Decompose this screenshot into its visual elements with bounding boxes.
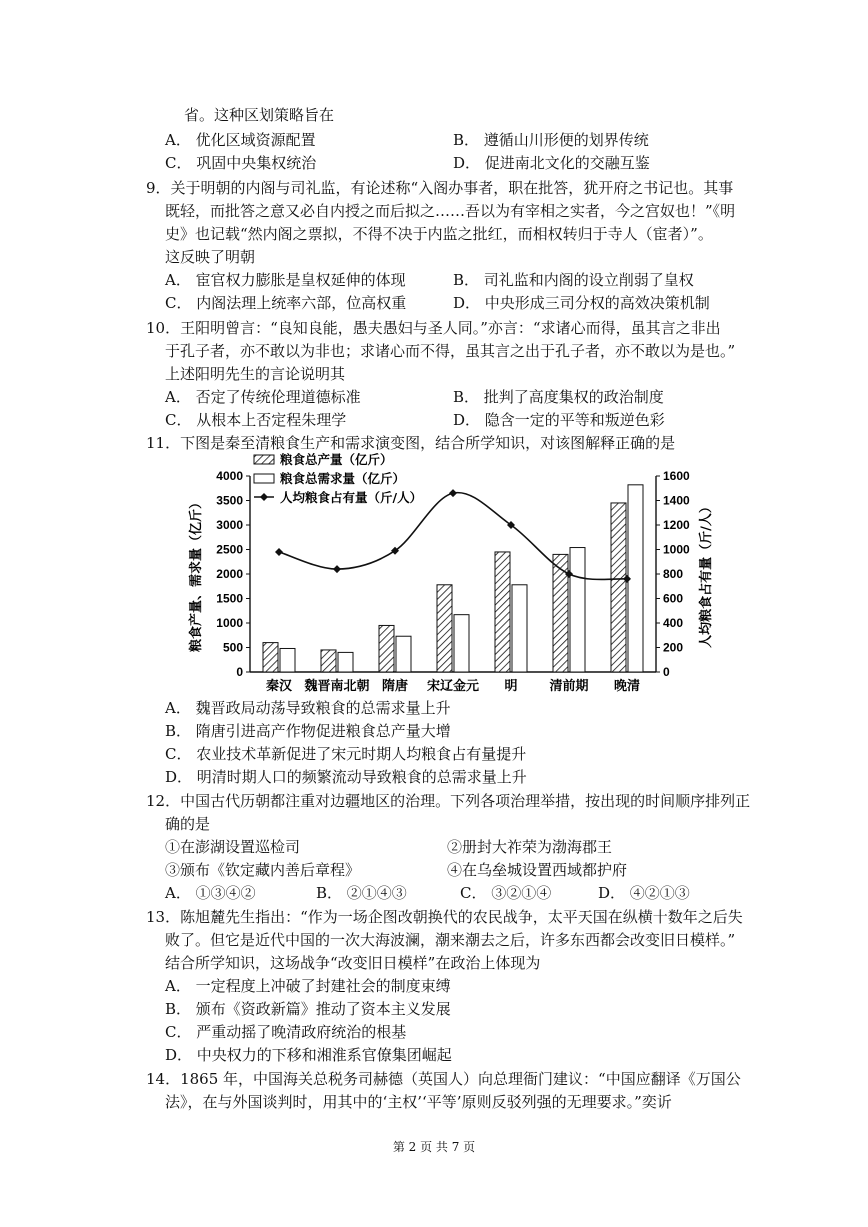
q9-option-d: D． 中央形成三司分权的高效决策机制: [453, 294, 710, 312]
q12-option-c: C． ③②①④: [460, 884, 552, 902]
q10-option-b: B． 批判了高度集权的政治制度: [453, 388, 664, 406]
category-label: 秦汉: [265, 679, 293, 694]
q8-option-d: D． 促进南北文化的交融互鉴: [453, 154, 650, 172]
q10-option-a: A． 否定了传统伦理道德标准: [165, 388, 361, 406]
per-capita-point: [275, 548, 283, 556]
q11-option-b: B． 隋唐引进高产作物促进粮食总产量大增: [165, 722, 451, 740]
left-tick-label: 3500: [216, 493, 243, 508]
left-tick-label: 3000: [216, 518, 243, 532]
per-capita-point: [449, 489, 457, 497]
category-label: 魏晋南北朝: [304, 679, 370, 694]
right-tick-label: 0: [663, 665, 670, 679]
q13-stem-line: 结合所学知识，这场战争“改变旧日模样”在政治上体现为: [165, 954, 541, 972]
demand-bar: [570, 548, 585, 672]
q8-option-c: C． 巩固中央集权统治: [165, 154, 317, 172]
demand-bar: [280, 648, 295, 672]
left-tick-label: 500: [222, 640, 243, 655]
q12-stem-line: 12．中国古代历朝都注重对边疆地区的治理。下列各项治理举措，按出现的时间顺序排列正: [146, 792, 751, 810]
q10-option-d: D． 隐含一定的平等和叛逆色彩: [453, 411, 665, 429]
right-tick-label: 1600: [663, 469, 690, 483]
q12-item: ①在澎湖设置巡检司: [165, 838, 301, 856]
q8-option-a: A． 优化区域资源配置: [165, 131, 316, 149]
q11-option-a: A． 魏晋政局动荡导致粮食的总需求量上升: [165, 699, 451, 717]
category-label: 晚清: [613, 679, 641, 694]
production-bar: [321, 650, 336, 672]
q12-item: ②册封大祚荣为渤海郡王: [447, 838, 613, 856]
right-tick-label: 1400: [663, 493, 690, 508]
q9-stem-line: 史》也记载“然内阁之票拟，不得不决于内监之批红，而相权转归于寺人（宦者）”。: [165, 225, 713, 243]
grain-chart: [188, 452, 724, 696]
q8-option-b: B． 遵循山川形便的划界传统: [453, 131, 649, 149]
production-bar: [437, 585, 452, 672]
left-axis-title: 粮食产量、需求量（亿斤）: [189, 495, 204, 653]
left-tick-label: 0: [236, 665, 243, 679]
q13-stem-line: 败了。但它是近代中国的一次大海波澜，潮来潮去之后，许多东西都会改变旧日模样。”: [165, 931, 736, 949]
legend-per-capita-label: 人均粮食占有量（斤/人）: [280, 490, 423, 505]
q9-stem-line: 这反映了明朝: [165, 248, 256, 266]
right-tick-label: 200: [663, 640, 684, 655]
left-tick-label: 2000: [216, 567, 243, 581]
q14-stem-line: 法》，在与外国谈判时，用其中的‘主权’‘平等’原则反驳列强的无理要求。”奕䜣: [165, 1093, 672, 1111]
q13-option-c: C． 严重动摇了晚清政府统治的根基: [165, 1023, 407, 1041]
left-tick-label: 1000: [216, 616, 243, 630]
right-tick-label: 400: [663, 616, 684, 630]
page-footer: 第 2 页 共 7 页: [392, 1140, 476, 1154]
category-label: 明: [504, 679, 518, 694]
q11-option-d: D． 明清时期人口的频繁流动导致粮食的总需求量上升: [165, 768, 527, 786]
right-axis-title: 人均粮食占有量（斤/人）: [699, 500, 714, 648]
q11-stem: 11．下图是秦至清粮食生产和需求演变图，结合所学知识，对该图解释正确的是: [146, 434, 676, 452]
q11-option-c: C． 农业技术革新促进了宋元时期人均粮食占有量提升: [165, 745, 527, 763]
q10-stem-line: 10．王阳明曾言：“良知良能，愚夫愚妇与圣人同。”亦言：“求诸心而得，虽其言之非出: [146, 319, 721, 337]
production-bar: [611, 503, 626, 672]
q9-stem-line: 既轻，而批答之意又必自内授之而后拟之……吾以为有宰相之实者，今之宫奴也！”《明: [165, 202, 736, 220]
q12-option-a: A． ①③④②: [165, 884, 256, 902]
legend-per-capita-marker: [260, 493, 268, 501]
q8-stem-tail: 省。这种区划策略旨在: [184, 106, 335, 124]
legend-demand-label: 粮食总需求量（亿斤）: [280, 471, 406, 486]
q12-option-b: B． ②①④③: [316, 884, 407, 902]
right-tick-label: 600: [663, 591, 684, 606]
category-label: 宋辽金元: [426, 679, 480, 694]
production-bar: [379, 625, 394, 672]
q12-stem-line: 确的是: [165, 815, 211, 833]
q10-stem-line: 于孔子者，亦不敢以为非也；求诸心而不得，虽其言之出于孔子者，亦不敢以为是也。”: [165, 342, 736, 360]
right-tick-label: 1200: [663, 518, 690, 532]
left-tick-label: 1500: [216, 591, 243, 606]
legend-demand-swatch: [254, 474, 274, 483]
q13-option-d: D． 中央权力的下移和湘淮系官僚集团崛起: [165, 1046, 452, 1064]
left-tick-label: 4000: [216, 469, 243, 483]
demand-bar: [338, 652, 353, 672]
q12-item: ④在乌垒城设置西域都护府: [447, 861, 628, 879]
q13-option-a: A． 一定程度上冲破了封建社会的制度束缚: [165, 977, 451, 995]
category-label: 清前期: [549, 679, 589, 694]
demand-bar: [454, 615, 469, 672]
right-tick-label: 1000: [663, 542, 690, 557]
demand-bar: [512, 585, 527, 672]
grain-chart-svg: [188, 452, 724, 696]
q13-stem-line: 13．陈旭麓先生指出：“作为一场企图改朝换代的农民战争，太平天国在纵横十数年之后失: [146, 908, 743, 926]
right-tick-label: 800: [663, 567, 684, 581]
q12-option-d: D． ④②①③: [598, 884, 690, 902]
demand-bar: [396, 636, 411, 672]
q12-item: ③颁布《钦定藏内善后章程》: [165, 861, 361, 879]
legend-production-swatch: [254, 455, 274, 464]
q10-option-c: C． 从根本上否定程朱理学: [165, 411, 347, 429]
q13-option-b: B． 颁布《资政新篇》推动了资本主义发展: [165, 1000, 451, 1018]
q14-stem-line: 14．1865 年，中国海关总税务司赫德（英国人）向总理衙门建议：“中国应翻译《万国公: [146, 1070, 741, 1088]
per-capita-point: [333, 565, 341, 573]
q9-option-b: B． 司礼监和内阁的设立削弱了皇权: [453, 271, 694, 289]
q10-stem-line: 上述阳明先生的言论说明其: [165, 365, 346, 383]
legend-production-label: 粮食总产量（亿斤）: [280, 452, 393, 467]
production-bar: [263, 643, 278, 672]
q9-stem-line: 9．关于明朝的内阁与司礼监，有论述称“入阁办事者，职在批答，犹开府之书记也。其事: [146, 179, 734, 197]
category-label: 隋唐: [381, 679, 409, 694]
production-bar: [495, 552, 510, 672]
left-tick-label: 2500: [216, 542, 243, 557]
q9-option-c: C． 内阁法理上统率六部，位高权重: [165, 294, 407, 312]
q9-option-a: A． 宦官权力膨胀是皇权延伸的体现: [165, 271, 406, 289]
